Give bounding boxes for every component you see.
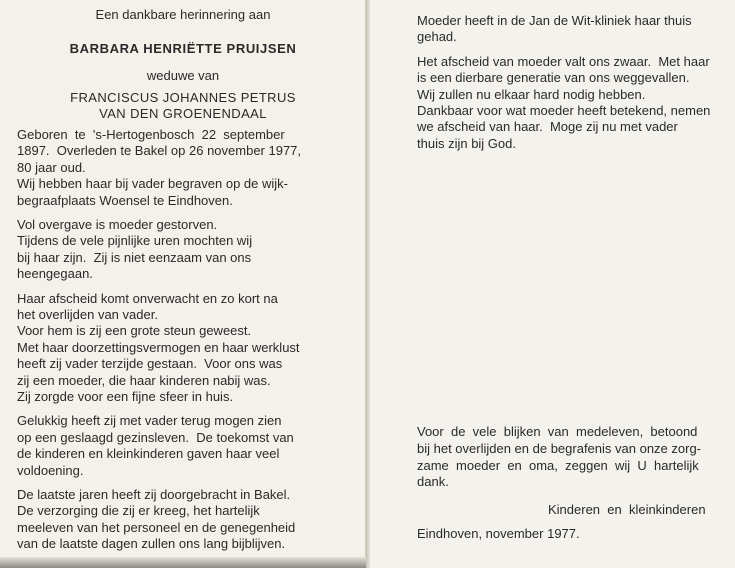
text-line: van de laatste dagen zullen ons lang bijblijven. [17, 536, 286, 552]
text-line: 80 jaar oud. [17, 159, 86, 175]
card-edge-shadow [0, 557, 366, 568]
text-line: Zij zorgde voor een fijne sfeer in huis. [17, 389, 234, 404]
text-line: op een geslaagd gezinsleven. De toekomst van [17, 429, 294, 445]
text-line: zij een moeder, die haar kinderen nabij was. [17, 372, 271, 388]
text-line: Gelukkig heeft zij met vader terug mogen zien [17, 413, 282, 429]
text-line: het overlijden van vader. [17, 307, 158, 322]
text-line: gehad. [417, 29, 457, 45]
text-line: heengegaan. [17, 266, 93, 282]
intro-line: Een dankbare herinnering aan [95, 7, 271, 22]
husband-name-line1: FRANCISCUS JOHANNES PETRUS [70, 90, 296, 105]
text-line: dank. [417, 474, 449, 490]
text-line: Wij zullen nu elkaar hard nodig hebben. [417, 86, 646, 102]
left-card-panel [0, 0, 366, 568]
text-line: heeft zij vader terzijde gestaan. Voor ons was [17, 356, 283, 372]
text-line: Met haar doorzettingsvermogen en haar werklust [17, 339, 300, 355]
deceased-name: BARBARA HENRIËTTE PRUIJSEN [69, 41, 297, 56]
text-line: Tijdens de vele pijnlijke uren mochten wij [17, 233, 253, 249]
text-line: we afscheid van haar. Moge zij nu met vader [417, 119, 678, 135]
text-line: De laatste jaren heeft zij doorgebracht in Bakel. [17, 487, 291, 502]
text-line: Vol overgave is moeder gestorven. [17, 217, 218, 232]
text-line: is een dierbare generatie van ons weggevallen. [417, 70, 690, 86]
text-line: voldoening. [17, 462, 84, 478]
place-date-line: Eindhoven, november 1977. [417, 526, 580, 541]
signature-line: Kinderen en kleinkinderen [548, 502, 706, 517]
text-line: Geboren te 's-Hertogenbosch 22 september [17, 127, 285, 142]
widow-of-line: weduwe van [146, 68, 220, 83]
text-line: De verzorging die zij er kreeg, het hartelijk [17, 503, 260, 519]
text-line: meeleven van het personeel en de genegenheid [17, 519, 296, 535]
text-line: de kinderen en kleinkinderen gaven haar veel [17, 446, 280, 462]
text-line: thuis zijn bij God. [417, 135, 516, 151]
text-line: Dankbaar voor wat moeder heeft betekend, nemen [417, 103, 711, 118]
text-line: Het afscheid van moeder valt ons zwaar. Met haar [417, 53, 710, 69]
text-line: bij het overlijden en de begrafenis van onze zorg- [417, 440, 702, 456]
text-line: 1897. Overleden te Bakel op 26 november 1977, [17, 143, 302, 159]
text-line: zame moeder en oma, zeggen wij U hartelijk [417, 457, 699, 473]
husband-name-line2: VAN DEN GROENENDAAL [99, 106, 267, 121]
text-line: Haar afscheid komt onverwacht en zo kort na [17, 290, 278, 306]
text-line: Voor de vele blijken van medeleven, betoond [417, 424, 698, 439]
text-line: begraafplaats Woensel te Eindhoven. [17, 192, 233, 208]
text-line: Wij hebben haar bij vader begraven op de wijk- [17, 176, 288, 192]
text-line: Voor hem is zij een grote steun geweest. [17, 323, 252, 339]
right-card-panel [370, 0, 735, 568]
text-line: bij haar zijn. Zij is niet eenzaam van ons [17, 249, 252, 265]
text-line: Moeder heeft in de Jan de Wit-kliniek haar thuis [417, 13, 692, 28]
